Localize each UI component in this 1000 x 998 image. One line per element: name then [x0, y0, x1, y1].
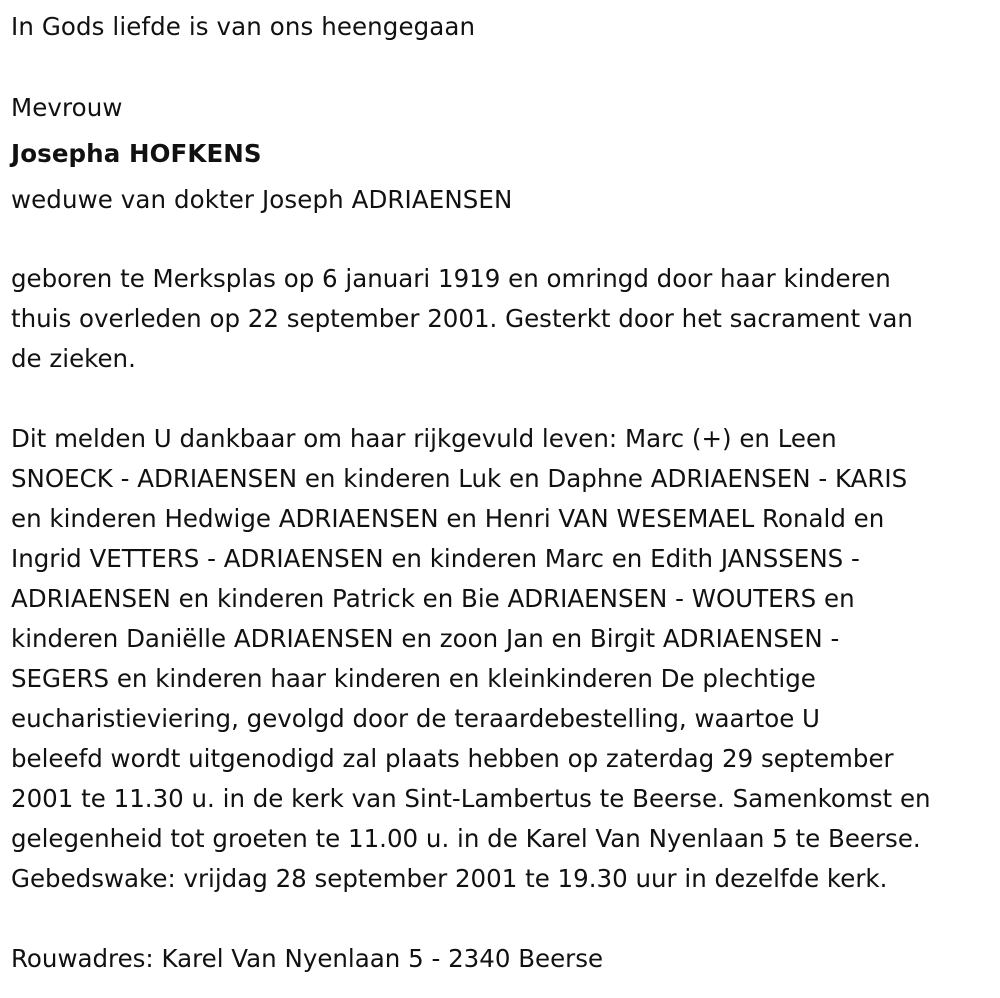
paragraph-line: eucharistieviering, gevolgd door de teraardebestelling, waartoe U	[11, 704, 820, 733]
paragraph-line: geboren te Merksplas op 6 januari 1919 en omringd door haar kinderen	[11, 264, 891, 293]
salutation: Mevrouw	[11, 93, 123, 122]
paragraph-line: SNOECK - ADRIAENSEN en kinderen Luk en Daphne ADRIAENSEN - KARIS	[11, 464, 908, 493]
paragraph-line: beleefd wordt uitgenodigd zal plaats hebben op zaterdag 29 september	[11, 744, 894, 773]
notice-heading: In Gods liefde is van ons heengegaan	[11, 12, 476, 41]
paragraph-line: de zieken.	[11, 344, 136, 373]
widow-of: weduwe van dokter Joseph ADRIAENSEN	[11, 185, 513, 214]
paragraph-line: 2001 te 11.30 u. in de kerk van Sint-Lambertus te Beerse. Samenkomst en	[11, 784, 931, 813]
paragraph-line: SEGERS en kinderen haar kinderen en kleinkinderen De plechtige	[11, 664, 816, 693]
paragraph-line: Gebedswake: vrijdag 28 september 2001 te 19.30 uur in dezelfde kerk.	[11, 864, 888, 893]
deceased-name: Josepha HOFKENS	[11, 139, 262, 168]
paragraph-line: en kinderen Hedwige ADRIAENSEN en Henri VAN WESEMAEL Ronald en	[11, 504, 885, 533]
paragraph-line: ADRIAENSEN en kinderen Patrick en Bie ADRIAENSEN - WOUTERS en	[11, 584, 855, 613]
paragraph-line: thuis overleden op 22 september 2001. Gesterkt door het sacrament van	[11, 304, 913, 333]
paragraph-line: gelegenheid tot groeten te 11.00 u. in de Karel Van Nyenlaan 5 te Beerse.	[11, 824, 921, 853]
paragraph-line: Ingrid VETTERS - ADRIAENSEN en kinderen Marc en Edith JANSSENS -	[11, 544, 860, 573]
family-paragraph	[11, 419, 996, 899]
obituary-notice	[11, 0, 996, 979]
paragraph-line: kinderen Daniëlle ADRIAENSEN en zoon Jan en Birgit ADRIAENSEN -	[11, 624, 840, 653]
birth-death-paragraph	[11, 259, 996, 379]
mourning-address: Rouwadres: Karel Van Nyenlaan 5 - 2340 Beerse	[11, 944, 604, 973]
paragraph-line: Dit melden U dankbaar om haar rijkgevuld leven: Marc (+) en Leen	[11, 424, 837, 453]
